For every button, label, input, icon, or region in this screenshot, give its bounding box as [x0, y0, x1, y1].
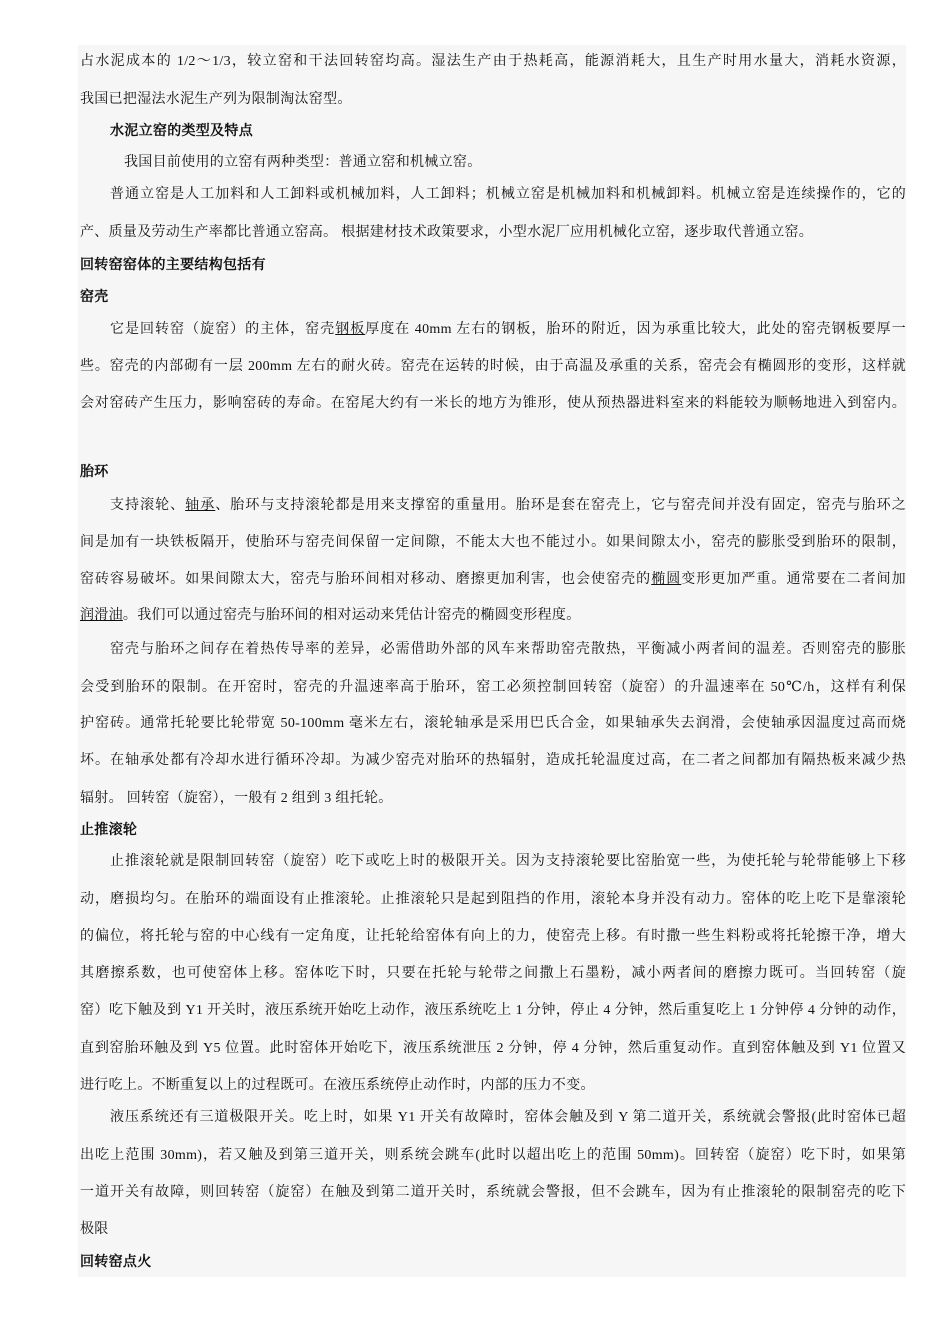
paragraph-line [80, 606, 906, 626]
paragraph-line: 间是加有一块铁板隔开，使胎环与窑壳间保留一定间隙，不能太大也不能过小。如果间隙太小，窑壳的膨胀受到胎环的限制， [80, 535, 906, 550]
text-segment: 。我们可以通过窑壳与胎环间的相对运动来凭估计窑壳的椭圆变形程度。 [122, 608, 581, 623]
paragraph-line: 进行吃上。不断重复以上的过程既可。在液压系统停止动作时，内部的压力不变。 [80, 1078, 595, 1093]
paragraph-line: 极限 [80, 1222, 109, 1237]
link-bearing[interactable]: 轴承 [185, 498, 216, 513]
paragraph-line: 普通立窑是人工加料和人工卸料或机械加料，人工卸料；机械立窑是机械加料和机械卸料。机械立窑是连续操作的，它的 [110, 187, 906, 202]
section-heading-rotary-kiln-structure: 回转窑窑体的主要结构包括有 [80, 258, 266, 273]
paragraph-line: 会对窑砖产生压力，影响窑砖的寿命。在窑尾大约有一米长的地方为锥形，使从预热器进料室来的料能较为顺畅地进入到窑内。 [80, 396, 906, 411]
text-segment: 厚度在 40mm 左右的钢板，胎环的附近，因为承重比较大，此处的窑壳钢板要厚一 [365, 322, 906, 337]
paragraph-line: 护窑砖。通常托轮要比轮带宽 50-100mm 毫米左右，滚轮轴承是采用巴氏合金，如果轴承失去润滑，会使轴承因温度过高而烧 [80, 716, 906, 731]
section-heading-vertical-kiln: 水泥立窑的类型及特点 [110, 124, 253, 139]
paragraph-line: 直到窑胎环触及到 Y5 位置。此时窑体开始吃下，液压系统泄压 2 分钟，停 4 分钟，然后重复动作。直到窑体触及到 Y1 位置又 [80, 1041, 906, 1056]
text-segment: 支持滚轮、 [110, 498, 186, 513]
subheading-tyre: 胎环 [80, 465, 109, 480]
paragraph-line: 占水泥成本的 1/2～1/3，较立窑和干法回转窑均高。湿法生产由于热耗高，能源消耗大，且生产时用水量大，消耗水资源， [80, 54, 906, 69]
paragraph-line: 的偏位，将托轮与窑的中心线有一定角度，让托轮给窑体有向上的力，使窑壳上移。有时撒一些生料粉或将托轮擦干净，增大 [80, 929, 906, 944]
link-lubricating-oil[interactable]: 润滑油 [80, 608, 123, 623]
paragraph-line [110, 496, 906, 516]
paragraph-line: 会受到胎环的限制。在开窑时，窑壳的升温速率高于胎环，窑工必须控制回转窑（旋窑）的升温速率在 50℃/h，这样有利保 [80, 680, 906, 695]
paragraph-line [110, 320, 906, 340]
paragraph-line: 止推滚轮就是限制回转窑（旋窑）吃下或吃上时的极限开关。因为支持滚轮要比窑胎宽一些，为使托轮与轮带能够上下移 [110, 854, 906, 869]
paragraph-line: 产、质量及劳动生产率都比普通立窑高。 根据建材技术政策要求，小型水泥厂应用机械化立窑，逐步取代普通立窑。 [80, 225, 814, 240]
text-segment: 它是回转窑（旋窑）的主体，窑壳 [110, 322, 336, 337]
paragraph-line: 些。窑壳的内部砌有一层 200mm 左右的耐火砖。窑壳在运转的时候，由于高温及承重的关系，窑壳会有椭圆形的变形，这样就 [80, 359, 906, 374]
paragraph-line: 动，磨损均匀。在胎环的端面设有止推滚轮。止推滚轮只是起到阻挡的作用，滚轮本身并没有动力。窑体的吃上吃下是靠滚轮 [80, 892, 906, 907]
paragraph-line: 辐射。 回转窑（旋窑），一般有 2 组到 3 组托轮。 [80, 791, 393, 806]
link-steel-plate[interactable]: 钢板 [335, 322, 366, 337]
paragraph-line: 坏。在轴承处都有冷却水进行循环冷却。为减少窑壳对胎环的热辐射，造成托轮温度过高，在二者之间都加有隔热板来减少热 [80, 753, 906, 768]
paragraph-line: 我国目前使用的立窑有两种类型：普通立窑和机械立窑。 [124, 155, 482, 170]
paragraph-line: 窑）吃下触及到 Y1 开关时，液压系统开始吃上动作，液压系统吃上 1 分钟，停止 4 分钟，然后重复吃上 1 分钟停 4 分钟的动作， [80, 1003, 906, 1018]
paragraph-line: 窑壳与胎环之间存在着热传导率的差异，必需借助外部的风车来帮助窑壳散热，平衡减小两者间的温差。否则窑壳的膨胀 [110, 642, 906, 657]
paragraph-line: 出吃上范围 30mm)，若又触及到第三道开关，则系统会跳车(此时以超出吃上的范围 50mm)。回转窑（旋窑）吃下时，如果第 [80, 1148, 906, 1163]
paragraph-line: 其磨擦系数，也可使窑体上移。窑体吃下时，只要在托轮与轮带之间撒上石墨粉，减小两者间的磨擦力既可。当回转窑（旋 [80, 966, 906, 981]
paragraph-line: 一道开关有故障，则回转窑（旋窑）在触及到第二道开关时，系统就会警报，但不会跳车，因为有止推滚轮的限制窑壳的吃下 [80, 1185, 906, 1200]
text-segment: 变形更加严重。通常要在二者间加 [681, 572, 906, 587]
subheading-kiln-ignition: 回转窑点火 [80, 1255, 152, 1270]
text-segment: 窑砖容易破坏。如果间隙太大，窑壳与胎环间相对移动、磨擦更加利害，也会使窑壳的 [80, 572, 652, 587]
link-ellipse[interactable]: 椭圆 [651, 572, 682, 587]
paragraph-line: 液压系统还有三道极限开关。吃上时，如果 Y1 开关有故障时，窑体会触及到 Y 第二道开关，系统就会警报(此时窑体已超 [110, 1110, 906, 1125]
subheading-kiln-shell: 窑壳 [80, 290, 109, 305]
subheading-thrust-roller: 止推滚轮 [80, 823, 138, 838]
paragraph-line: 我国已把湿法水泥生产列为限制淘汰窑型。 [80, 92, 352, 107]
text-segment: 、胎环与支持滚轮都是用来支撑窑的重量用。胎环是套在窑壳上，它与窑壳间并没有固定，窑壳与胎环之 [215, 498, 907, 513]
paragraph-line [80, 570, 906, 590]
